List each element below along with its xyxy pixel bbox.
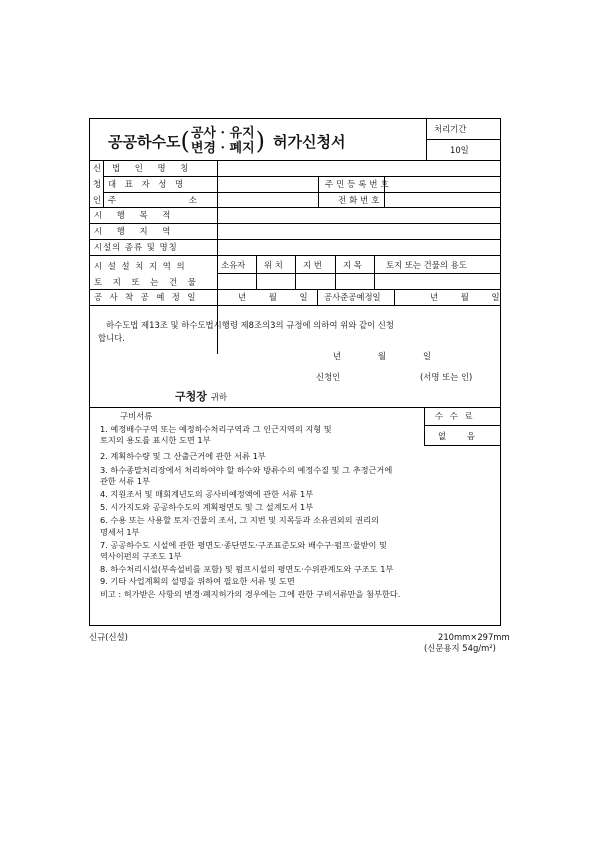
statement-line-2: 합니다. [98, 333, 125, 343]
owner-label: 소유자 [221, 260, 246, 270]
position-label: 위 치 [264, 260, 283, 270]
doc-item-1: 1. 예정배수구역 또는 예정하수처리구역과 그 인근지역의 지형 및 토지의 용도를 표시한 도면 1부 [100, 424, 332, 446]
doc-item-6: 6. 수용 또는 사용할 토지·건물의 조서, 그 지번 및 지목등과 소유권외의 권리의 명세서 1부 [100, 515, 379, 537]
date-month: 월 [378, 351, 387, 361]
applicant-sign-label: 신청인 [316, 372, 341, 382]
location-label-2: 토 지 또 는 건 물 [94, 277, 196, 287]
footer-paper-size: 210mm×297mm [438, 632, 510, 642]
form-title [108, 123, 345, 159]
end-date-units: 년 월 일 [430, 292, 500, 302]
doc-item-7: 7. 공공하수도 시설에 관한 평면도·종단면도·구조표준도와 배수구·펌프·물받이 및 역사이펀의 구조도 1부 [100, 539, 387, 562]
title-options [191, 126, 255, 156]
documents-note: 비고 : 허가받은 사항의 변경·폐지허가의 경우에는 그에 관한 구비서류만을 첨부한다. [100, 588, 401, 599]
documents-heading: 구비서류 [120, 411, 153, 421]
end-date-label: 공사준공예정일 [324, 292, 381, 302]
rep-name-label: 대 표 자 성 명 [108, 179, 187, 189]
applicant-char-2: 청 [93, 179, 102, 189]
documents-list [100, 424, 400, 600]
start-date-units: 년 월 일 [238, 292, 308, 302]
applicant-char-3: 인 [93, 195, 102, 205]
lot-label: 지 번 [303, 260, 322, 270]
address-label: 주 소 [108, 195, 197, 205]
statement-line-1: 하수도법 제13조 및 하수도법시행령 제8조의3의 규정에 의하여 위와 같이 신청 [106, 320, 394, 330]
fee-label: 수 수 료 [435, 411, 475, 421]
doc-item-9: 9. 기타 사업계획의 설명을 위하여 필요한 서류 및 도면 [100, 576, 295, 587]
applicant-char-1: 신 [93, 163, 102, 173]
title-close-paren: ) [255, 127, 266, 155]
category-label: 지 목 [343, 260, 362, 270]
application-form [89, 118, 501, 626]
date-day: 일 [423, 351, 432, 361]
fee-value: 없 음 [438, 431, 475, 441]
land-use-label: 토지 또는 건물의 용도 [386, 260, 467, 270]
start-date-label: 공 사 착 공 예 정 일 [94, 292, 198, 302]
recipient-suffix: 귀하 [210, 392, 227, 402]
footer-form-type: 신규(신설) [89, 632, 128, 642]
sign-or-seal-label: (서명 또는 인) [420, 372, 473, 382]
location-label-1: 시 설 설 치 지 역 의 [94, 261, 187, 271]
doc-item-4: 4. 지원조서 및 매회계년도의 공사비예정액에 관한 서류 1부 [100, 489, 314, 500]
processing-period-label: 처리기간 [434, 124, 467, 134]
doc-item-8: 8. 하수처리시설(부속설비를 포함) 및 펌프시설의 평면도·수위관계도와 구조도 1부 [100, 564, 394, 575]
doc-item-2: 2. 계획하수량 및 그 산출근거에 관한 서류 1부 [100, 451, 266, 462]
title-prefix: 공공하수도 [108, 132, 181, 151]
title-open-paren: ( [180, 127, 190, 155]
title-option-top: 공사 · 유지 [190, 126, 255, 141]
date-year: 년 [333, 351, 342, 361]
recipient-name: 구청장 [175, 390, 207, 403]
facility-label: 시설의 종류 및 명칭 [94, 242, 178, 252]
phone-label: 전화번호 [338, 195, 383, 205]
processing-period-value: 10일 [450, 145, 469, 155]
doc-item-5: 5. 시가지도와 공공하수도의 계획평면도 및 그 설계도서 1부 [100, 502, 314, 513]
title-suffix: 허가신청서 [273, 132, 346, 151]
title-option-bottom: 변경 · 폐지 [190, 141, 255, 156]
resident-no-label: 주민등록번호 [325, 179, 392, 189]
purpose-label: 시 행 목 적 [94, 210, 171, 220]
footer-paper-weight: (신문용지 54g/m²) [424, 643, 496, 653]
corp-name-label: 법 인 명 칭 [112, 163, 195, 173]
recipient-title [175, 390, 227, 404]
area-label: 시 행 지 역 [94, 226, 171, 236]
doc-item-3: 3. 하수종말처리장에서 처리하여야 할 하수와 방류수의 예정수질 및 그 추정근거에 관한 서류 1부 [100, 464, 393, 486]
